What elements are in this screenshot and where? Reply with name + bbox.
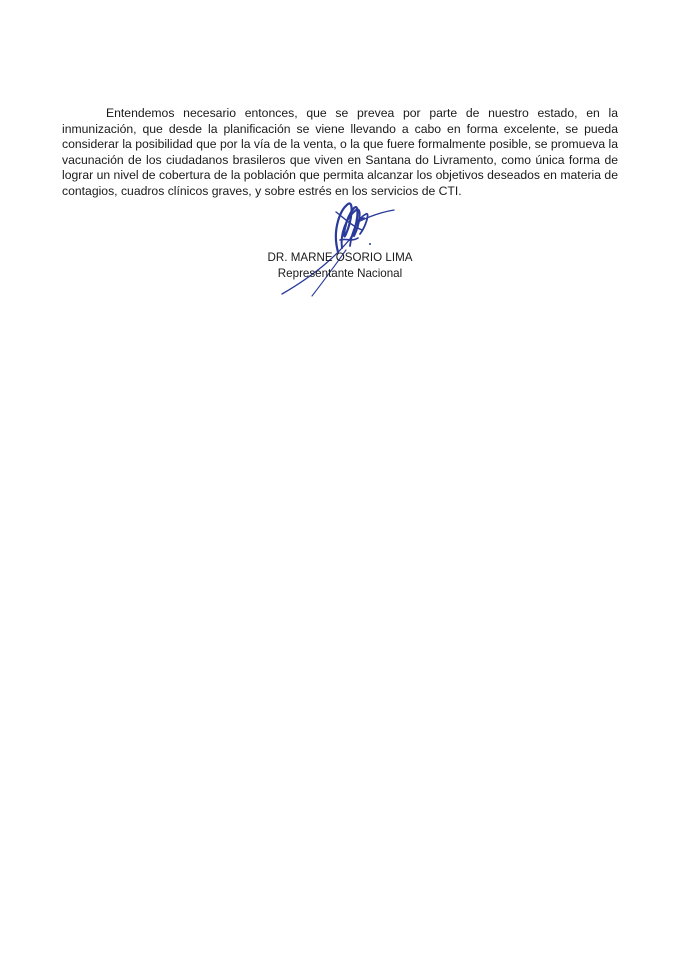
body-paragraph [62, 106, 618, 200]
signature-block [250, 250, 430, 282]
paragraph-text: Entendemos necesario entonces, que se prevea por parte de nuestro estado, en la inmunización, que desde la planificación se viene llevando a cabo en forma excelente, se pueda considerar la posibilidad que por la vía de la venta, o la que fuere formalmente posible, se promueva la vacunación de los ciudadanos brasileros que viven en Santana do Livramento, como única forma de lograr un nivel de cobertura de la población que permita alcanzar los objetivos deseados en materia de contagios, cuadros clínicos graves, y sobre estrés en los servicios de CTI. [62, 106, 618, 198]
signatory-name: DR. MARNE OSORIO LIMA [267, 251, 413, 264]
handwritten-signature [270, 190, 410, 300]
signatory-title: Representante Nacional [277, 267, 403, 280]
